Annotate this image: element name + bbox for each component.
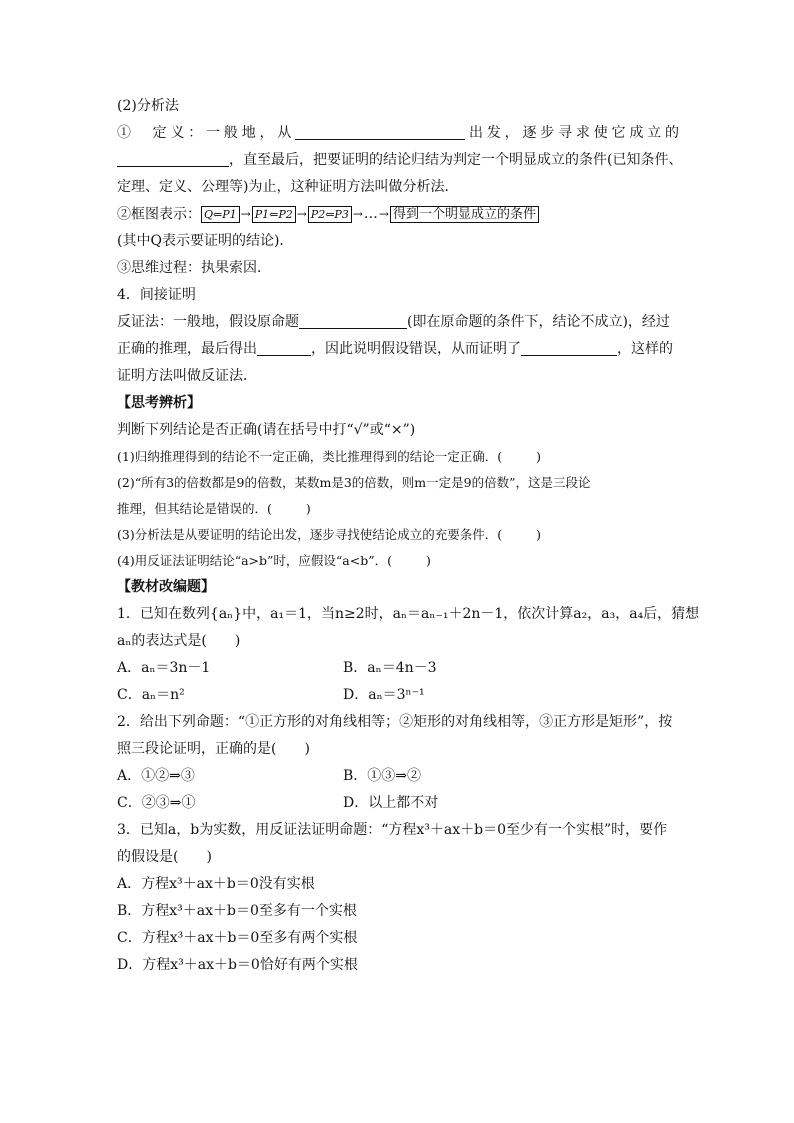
think-item-2-line-1: (2)“所有3的倍数都是9的倍数，某数m是3的倍数，则m一定是9的倍数”，这是三段论 bbox=[117, 475, 591, 490]
arrow-icon: → bbox=[296, 207, 307, 221]
option-b[interactable]: B．①③⇒② bbox=[343, 768, 422, 784]
option-b[interactable]: B．方程x³＋ax＋b＝0至多有一个实根 bbox=[117, 903, 357, 919]
flow-ellipsis: … bbox=[363, 206, 378, 222]
question-1-line-2: aₙ的表达式是( ) bbox=[117, 633, 241, 649]
blank-3[interactable] bbox=[299, 312, 407, 329]
contradiction-line-3: 证明方法叫做反证法． bbox=[117, 368, 257, 384]
blank-4[interactable] bbox=[257, 339, 311, 356]
question-3-line-1: 3．已知a，b为实数，用反证法证明命题：“方程x³＋ax＋b＝0至少有一个实根”时，要作 bbox=[117, 822, 668, 838]
content bbox=[117, 93, 700, 979]
option-a[interactable]: A．①②⇒③ bbox=[117, 768, 195, 784]
option-a[interactable]: A．aₙ＝3n－1 bbox=[117, 660, 211, 676]
blank-5[interactable] bbox=[521, 339, 617, 356]
flow-box-2: P1⇐P2 bbox=[252, 206, 296, 223]
flow-box-final: 得到一个明显成立的条件 bbox=[390, 206, 539, 223]
analysis-thinking: ③思维过程：执果索因． bbox=[117, 260, 271, 276]
analysis-definition-line-1: ① 定义：一般地，从 出发，逐步寻求使它成立的 bbox=[117, 125, 680, 141]
arrow-icon: → bbox=[240, 207, 251, 221]
contradiction-line-1: 反证法：一般地，假设原命题 (即在原命题的条件下，结论不成立)，经过 bbox=[117, 314, 670, 330]
option-c[interactable]: C．②③⇒① bbox=[117, 795, 196, 811]
option-b[interactable]: B．aₙ＝4n－3 bbox=[343, 660, 437, 676]
question-1-line-1: 1．已知在数列{aₙ}中，a₁＝1，当n≥2时，aₙ＝aₙ₋₁＋2n－1，依次计算a₂，a₃，a₄后，猜想 bbox=[117, 606, 700, 622]
textbook-heading: 【教材改编题】 bbox=[117, 579, 215, 595]
option-c[interactable]: C．方程x³＋ax＋b＝0至多有两个实根 bbox=[117, 930, 358, 946]
analysis-definition-line-2: ，直至最后，把要证明的结论归结为判定一个明显成立的条件(已知条件、 bbox=[117, 147, 679, 174]
think-intro: 判断下列结论是否正确(请在括号中打“√”或“×”) bbox=[117, 422, 416, 438]
option-a[interactable]: A．方程x³＋ax＋b＝0没有实根 bbox=[117, 876, 315, 892]
question-1-options-row-2 bbox=[117, 682, 679, 709]
question-2-options-row-2 bbox=[117, 790, 679, 817]
think-item-2-line-2: 推理，但其结论是错误的．( ) bbox=[117, 501, 311, 516]
option-d[interactable]: D．aₙ＝3ⁿ⁻¹ bbox=[343, 687, 425, 703]
arrow-icon: → bbox=[378, 207, 389, 221]
question-2-line-1: 2．给出下列命题：“①正方形的对角线相等；②矩形的对角线相等，③正方形是矩形”，按 bbox=[117, 714, 673, 730]
think-item-4: (4)用反证法证明结论“a>b”时，应假设“a<b”．( ) bbox=[117, 553, 431, 568]
question-2-line-2: 照三段论证明，正确的是( ) bbox=[117, 741, 310, 757]
contradiction-line-2: 正确的推理，最后得出 ，因此说明假设错误，从而证明了 ，这样的 bbox=[117, 341, 673, 357]
blank-1[interactable] bbox=[295, 123, 465, 140]
blank-2[interactable] bbox=[117, 150, 229, 167]
flow-diagram-line: ②框图表示： Q⇐P1 → P1⇐P2 → P2⇐P3 → … → 得到一个明显成立的条件 bbox=[117, 201, 679, 228]
option-c[interactable]: C．aₙ＝n² bbox=[117, 687, 185, 703]
flow-box-3: P2⇐P3 bbox=[308, 206, 352, 223]
section-indirect-heading: 4．间接证明 bbox=[117, 287, 196, 303]
think-item-3: (3)分析法是从要证明的结论出发，逐步寻找使结论成立的充要条件．( ) bbox=[117, 527, 541, 542]
analysis-definition-line-3: 定理、定义、公理等)为止，这种证明方法叫做分析法． bbox=[117, 179, 459, 195]
flow-note: (其中Q表示要证明的结论)． bbox=[117, 233, 294, 249]
think-item-1: (1)归纳推理得到的结论不一定正确，类比推理得到的结论一定正确．( ) bbox=[117, 449, 541, 464]
arrow-icon: → bbox=[352, 207, 363, 221]
flow-box-1: Q⇐P1 bbox=[201, 206, 240, 223]
option-d[interactable]: D．以上都不对 bbox=[343, 795, 439, 811]
question-1-options-row-1 bbox=[117, 655, 679, 682]
question-3-line-2: 的假设是( ) bbox=[117, 849, 212, 865]
question-2-options-row-1 bbox=[117, 763, 679, 790]
flow-diagram bbox=[201, 201, 539, 228]
think-heading: 【思考辨析】 bbox=[117, 395, 201, 411]
option-d[interactable]: D．方程x³＋ax＋b＝0恰好有两个实根 bbox=[117, 957, 358, 973]
section-analysis-heading: (2)分析法 bbox=[117, 98, 179, 114]
